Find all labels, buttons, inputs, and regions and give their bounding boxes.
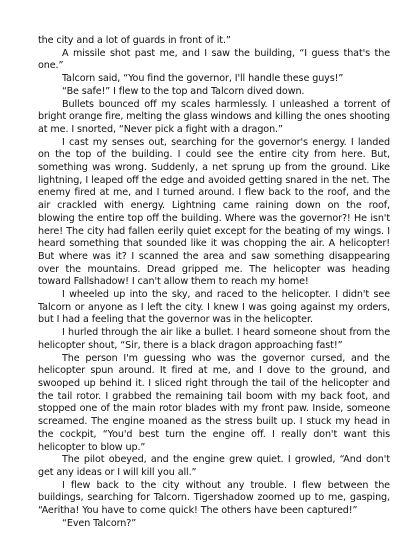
paragraph-talcorn-orders: Talcorn said, “You find the governor, I'll handle these guys!”	[62, 73, 344, 85]
paragraph-return-city: I flew back to the city without any trouble. I flew between the buildings, searching for Talcorn. Tigershadow zoomed up to me, gasping, “Aeritha! You have to come quick! The others have been captured!”	[38, 479, 390, 517]
paragraph-search-governor: I cast my senses out, searching for the governor's energy. I landed on the top of the building. I could see the entire city from here. But, something was wrong. Suddenly, a net sprung up from the ground. Like lightning, I leaped off the edge and avoided getting snared in the net. The enemy fired at me, and I turned around. I flew back to the roof, and the air crackled with energy. Lightning came raining down on the roof, blowing the entire top off the building. Where was the governor?! He isn't here! The city had fallen eerily quiet except for the beating of my wings. I heard something that sounded like it was chopping the air. A helicopter! But where was it? I scanned the area and saw something disappearing over the mountains. Dread gripped me. The helicopter was heading toward Fallshadow! I can't allow them to reach my home!	[38, 136, 390, 288]
paragraph-helicopter-fight: The person I'm guessing who was the governor cursed, and the helicopter spun around. It fired at me, and I dove to the ground, and swooped up behind it. I sliced right through the tail of the helicopter and the tail rotor. I grabbed the remaining tail boom with my back foot, and stopped one of the main rotor blades with my front paw. Inside, someone screamed. The engine moaned as the stress built up. I stuck my head in the cockpit, “You'd best turn the engine off. I really don't want this helicopter to blow up.”	[38, 352, 390, 453]
paragraph-bullets: Bullets bounced off my scales harmlessly. I unleashed a torrent of bright orange fire, melting the glass windows and killing the ones shooting at me. I snorted, “Never pick a fight with a dragon.”	[38, 98, 390, 135]
story-page	[38, 35, 390, 530]
paragraph-be-safe: “Be safe!” I flew to the top and Talcorn dived down.	[62, 85, 305, 97]
paragraph-bullet-flight: I hurled through the air like a bullet. I heard someone shout from the helicopter shout, “Sir, there is a black dragon approaching fast!”	[38, 327, 390, 351]
paragraph-pilot-obeys: The pilot obeyed, and the engine grew quiet. I growled, “And don't get any ideas or I will kill you all.”	[38, 454, 390, 478]
paragraph-even-talcorn: “Even Talcorn?”	[62, 517, 137, 529]
paragraph-missile: A missile shot past me, and I saw the building, “I guess that's the one.”	[38, 47, 390, 72]
paragraph-pursuit: I wheeled up into the sky, and raced to the helicopter. I didn't see Talcorn or anyone as I left the city. I knew I was going against my orders, but I had a feeling that the governor was in the helicopter.	[38, 289, 390, 326]
paragraph-continuation: the city and a lot of guards in front of it.”	[38, 35, 231, 46]
